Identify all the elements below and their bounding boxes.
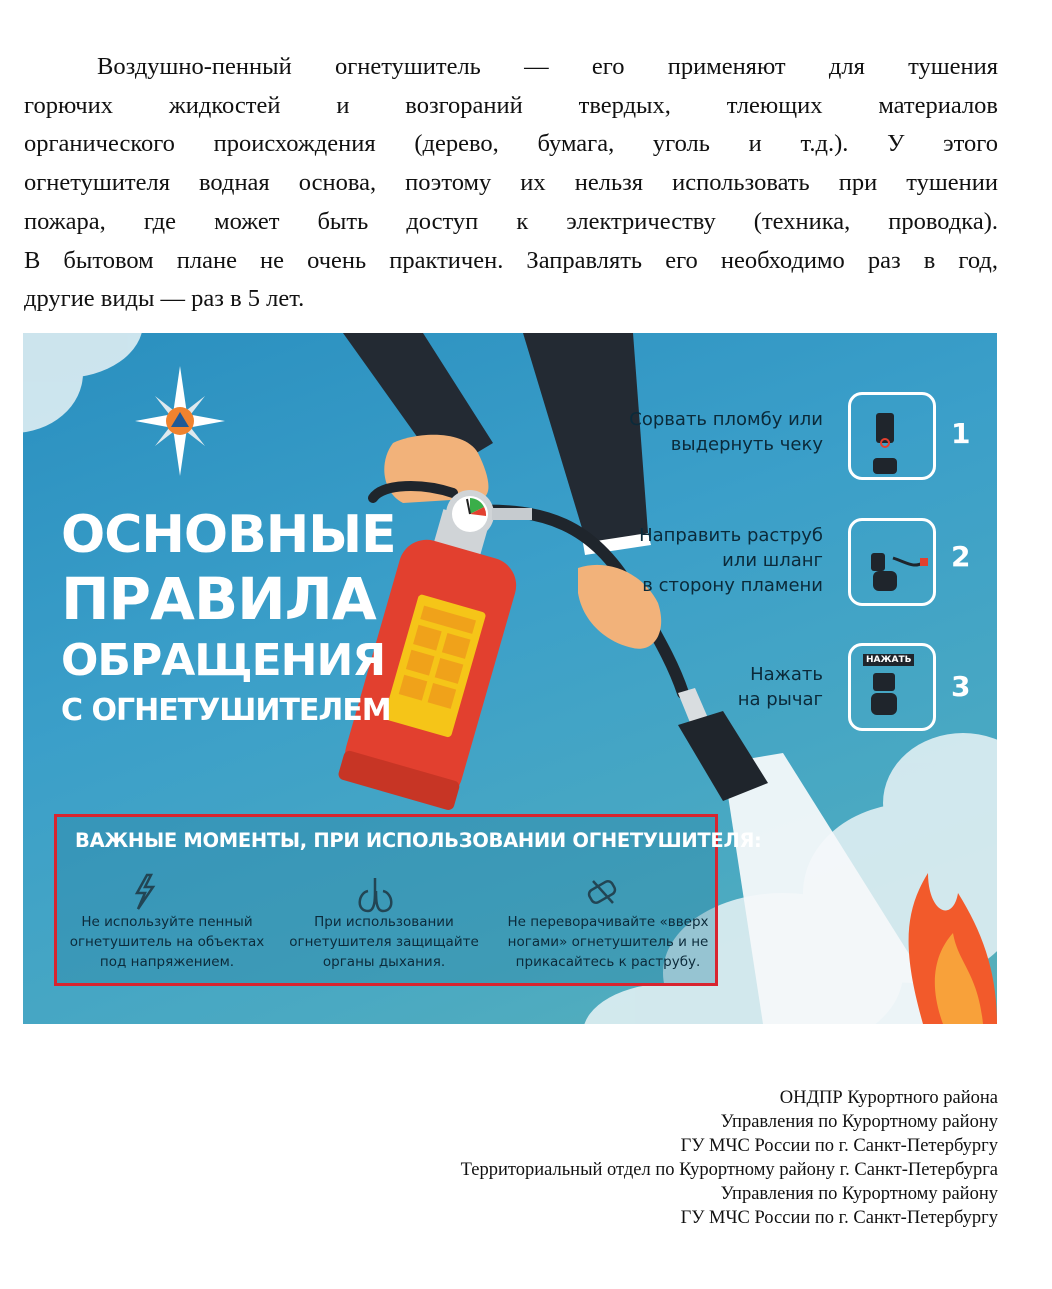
step-3-number: 3: [951, 670, 971, 703]
footer-line: Управления по Курортному району: [720, 1112, 998, 1132]
paragraph-line: пожара, где может быть доступ к электричеству (техника, проводка).: [24, 207, 998, 235]
paragraph-line: органического происхождения (дерево, бумага, уголь и т.д.). У этого: [24, 130, 998, 158]
important-item-line: огнетушителя защищайте: [289, 934, 479, 950]
step-text-line: в сторону пламени: [642, 575, 823, 596]
paragraph-line: огнетушителя водная основа, поэтому их нельзя использовать при тушении: [24, 169, 998, 197]
poster-title-line: ОСНОВНЫЕ: [61, 505, 396, 565]
step-text-line: выдернуть чеку: [670, 434, 823, 455]
step-3-icon-box: [848, 643, 936, 731]
poster-title-line: ОБРАЩЕНИЯ: [61, 635, 386, 686]
footer-line: Территориальный отдел по Курортному району г. Санкт-Петербурга: [460, 1160, 998, 1180]
footer-line: ОНДПР Курортного района: [779, 1088, 998, 1108]
pressure-gauge-icon: [446, 490, 532, 538]
step-1-text: [629, 407, 823, 457]
footer-line: ГУ МЧС России по г. Санкт-Петербургу: [680, 1136, 998, 1156]
step-2-icon-box: [848, 518, 936, 606]
important-item: [503, 912, 713, 972]
paragraph-line: другие виды — раз в 5 лет.: [24, 285, 305, 313]
step-text-line: на рычаг: [737, 689, 823, 710]
step-1-number: 1: [951, 417, 971, 450]
footer-line: Управления по Курортному району: [720, 1184, 998, 1204]
important-item-line: Не используйте пенный: [81, 914, 253, 930]
step-3-text: [738, 662, 823, 712]
step-text-line: Сорвать пломбу или: [629, 409, 823, 430]
paragraph-line: Воздушно-пенный огнетушитель — его применяют для тушения: [97, 53, 998, 80]
step-1-icon-box: [848, 392, 936, 480]
important-item-line: огнетушитель на объектах: [69, 934, 265, 950]
press-label: НАЖАТЬ: [863, 654, 914, 666]
important-title: ВАЖНЫЕ МОМЕНТЫ, ПРИ ИСПОЛЬЗОВАНИИ ОГНЕТУШИТЕЛЯ:: [75, 829, 762, 852]
important-item-line: Не переворачивайте «вверх: [507, 914, 709, 930]
emercom-logo-icon: [135, 366, 225, 476]
step-2-number: 2: [951, 540, 971, 573]
step-text-line: Нажать: [750, 664, 823, 685]
important-item: [62, 912, 272, 972]
paragraph-line: горючих жидкостей и возгораний твердых, тлеющих материалов: [24, 91, 998, 119]
body-paragraph: [24, 48, 998, 319]
important-item-line: ногами» огнетушитель и не: [507, 934, 709, 950]
safety-poster: [23, 333, 997, 1024]
important-notes-panel: [54, 814, 762, 986]
step-text-line: или шланг: [722, 550, 823, 571]
footer-line: ГУ МЧС России по г. Санкт-Петербургу: [680, 1208, 998, 1228]
nozzle: [678, 711, 768, 801]
important-item-line: При использовании: [314, 914, 454, 930]
footer-signature: [461, 1086, 998, 1230]
important-item-line: прикасайтесь к раструбу.: [515, 954, 701, 970]
step-text-line: Направить раструб: [639, 525, 823, 546]
important-item-line: органы дыхания.: [322, 954, 446, 970]
paragraph-line: В бытовом плане не очень практичен. Заправлять его необходимо раз в год,: [24, 246, 998, 274]
important-item: [279, 912, 489, 972]
poster-title-line: ПРАВИЛА: [61, 565, 376, 633]
step-2-text: [639, 523, 823, 598]
poster-title-line: С ОГНЕТУШИТЕЛЕМ: [61, 693, 391, 728]
important-item-line: под напряжением.: [99, 954, 235, 970]
